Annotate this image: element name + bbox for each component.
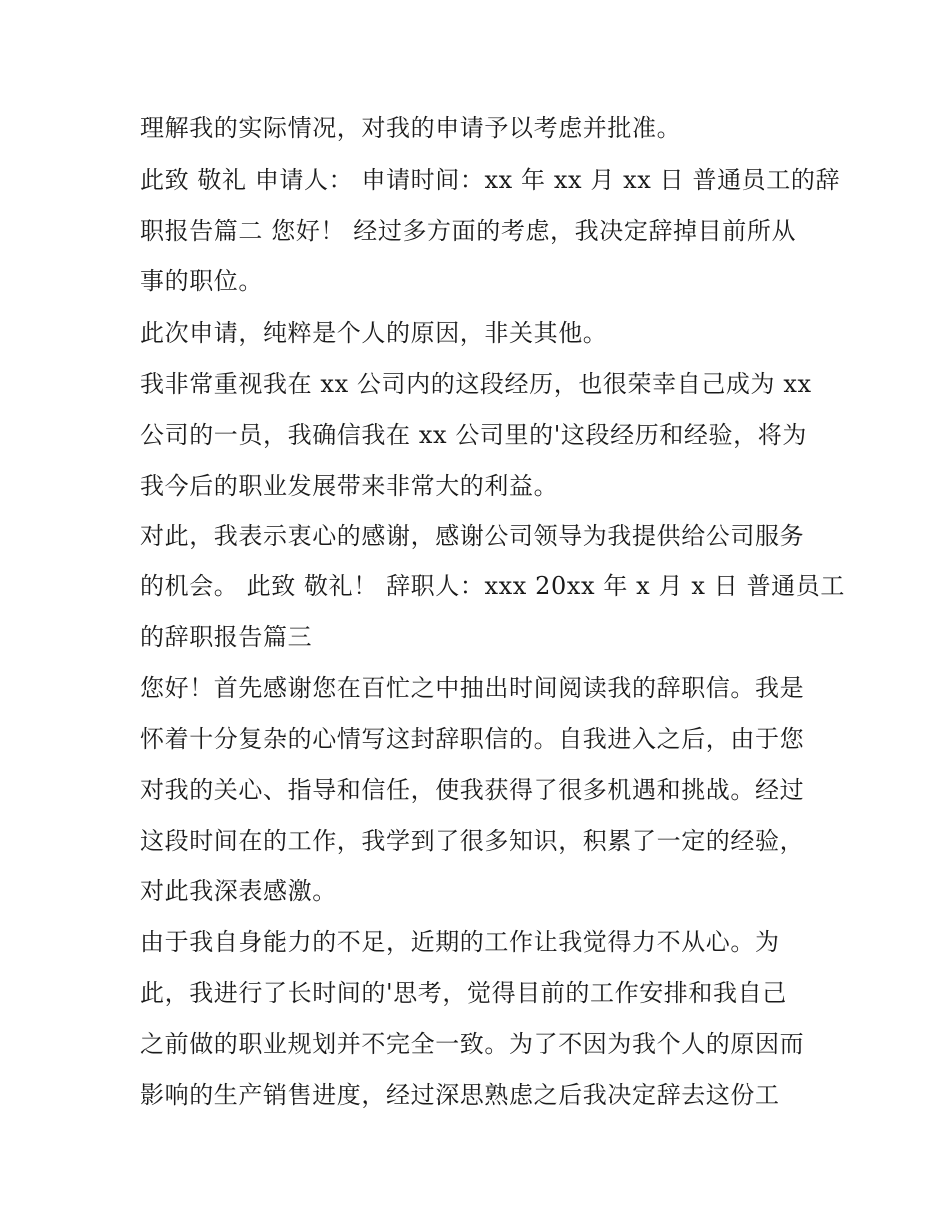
text-line: 这段时间在的工作，我学到了很多知识，积累了一定的经验， [140,827,805,855]
text-line: 此次申请，纯粹是个人的原因，非关其他。 [140,319,608,347]
text-line: 此，我进行了长时间的'思考，觉得目前的工作安排和我自己 [140,979,787,1007]
text-line: 的辞职报告篇三 [140,623,313,651]
text-line: 职报告篇二 您好！ 经过多方面的考虑，我决定辞掉目前所从 [140,217,797,245]
text-line: 对此，我表示衷心的感谢，感谢公司领导为我提供给公司服务 [140,522,805,550]
text-line: 对此我深表感激。 [140,877,337,905]
text-line: 由于我自身能力的不足，近期的工作让我觉得力不从心。为 [140,928,780,956]
text-line: 之前做的职业规划并不完全一致。为了不因为我个人的原因而 [140,1030,805,1058]
text-line: 我非常重视我在 xx 公司内的这段经历，也很荣幸自己成为 xx [140,370,812,398]
text-line: 您好！首先感谢您在百忙之中抽出时间阅读我的辞职信。我是 [140,674,805,702]
text-line: 对我的关心、指导和信任，使我获得了很多机遇和挑战。经过 [140,776,805,804]
text-line: 我今后的职业发展带来非常大的利益。 [140,472,559,500]
text-line: 此致 敬礼 申请人： 申请时间：xx 年 xx 月 xx 日 普通员工的辞 [140,166,841,194]
text-line: 影响的生产销售进度，经过深思熟虑之后我决定辞去这份工 [140,1081,780,1109]
text-line: 公司的一员，我确信我在 xx 公司里的'这段经历和经验，将为 [140,421,807,449]
text-line: 理解我的实际情况，对我的申请予以考虑并批准。 [140,114,682,142]
text-line: 事的职位。 [140,267,263,295]
text-line: 的机会。 此致 敬礼！ 辞职人：xxx 20xx 年 x 月 x 日 普通员工 [140,572,845,600]
text-line: 怀着十分复杂的心情写这封辞职信的。自我进入之后，由于您 [140,725,805,753]
